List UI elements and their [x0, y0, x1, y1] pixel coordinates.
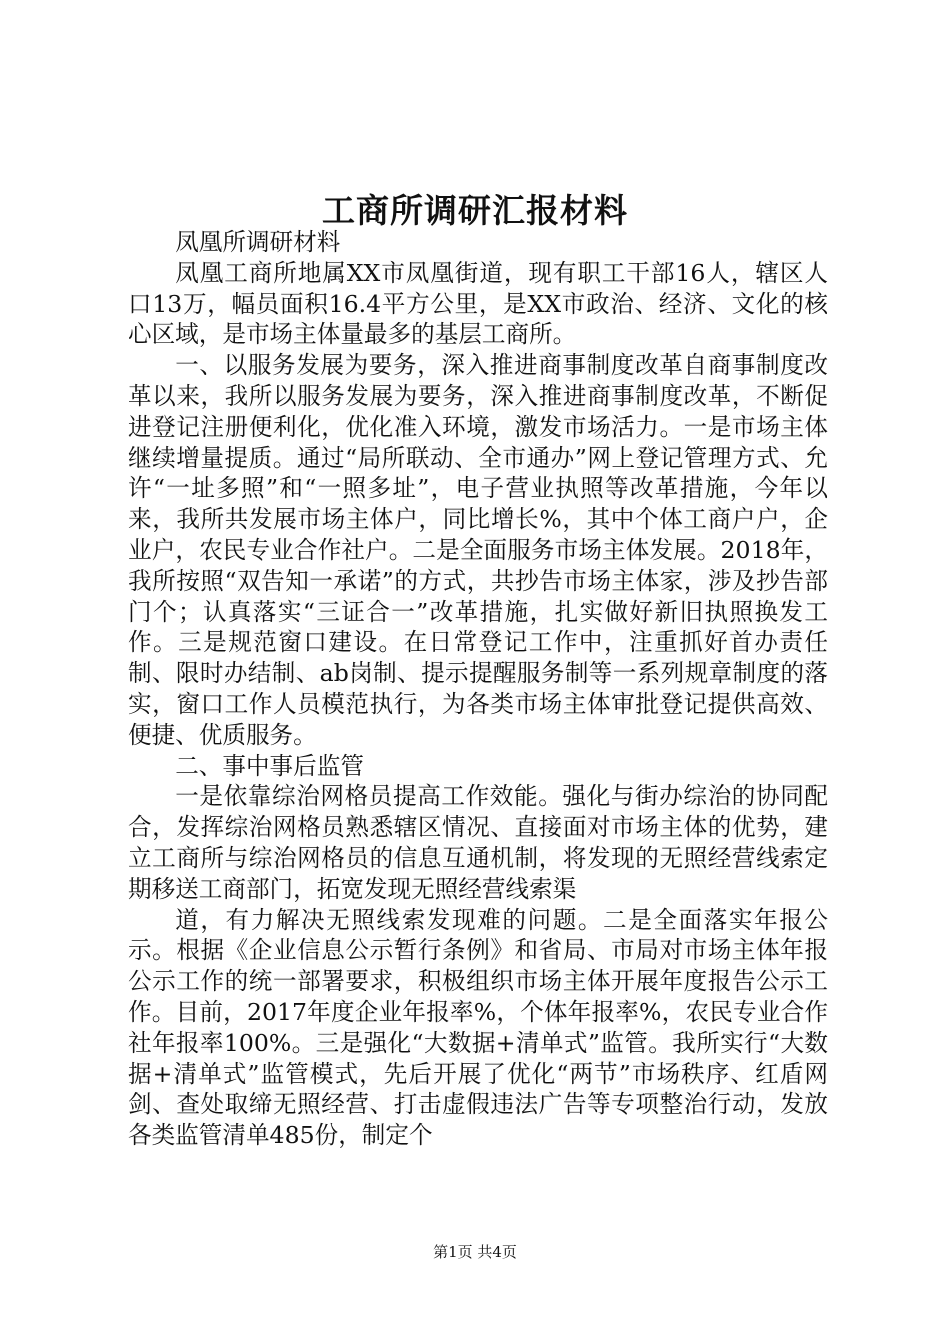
paragraph-intro: 凤凰工商所地属XX市凤凰街道，现有职工干部16人，辖区人口13万，幅员面积16.4平方公里，是XX市政治、经济、文化的核心区域，是市场主体量最多的基层工商所。	[128, 258, 828, 349]
paragraph-annual-report: 道，有力解决无照线索发现难的问题。二是全面落实年报公示。根据《企业信息公示暂行条例》和省局、市局对市场主体年报公示工作的统一部署要求，积极组织市场主体开展年度报告公示工作。目前，2017年度企业年报率%，个体年报率%，农民专业合作社年报率100%。三是强化“大数据+清单式”监管。我所实行“大数据+清单式”监管模式，先后开展了优化“两节”市场秩序、红盾网剑、查处取缔无照经营、打击虚假违法广告等专项整治行动，发放各类监管清单485份，制定个	[128, 905, 828, 1150]
page-title: 工商所调研汇报材料	[322, 191, 628, 230]
paragraph-section-one: 一、以服务发展为要务，深入推进商事制度改革自商事制度改革以来，我所以服务发展为要务，深入推进商事制度改革，不断促进登记注册便利化，优化准入环境，激发市场活力。一是市场主体继续增量提质。通过“局所联动、全市通办”网上登记管理方式、允许“一址多照”和“一照多址”，电子营业执照等改革措施，今年以来，我所共发展市场主体户，同比增长%，其中个体工商户户，企业户，农民专业合作社户。二是全面服务市场主体发展。2018年，我所按照“双告知一承诺”的方式，共抄告市场主体家，涉及抄告部门个；认真落实“三证合一”改革措施，扎实做好新旧执照换发工作。三是规范窗口建设。在日常登记工作中，注重抓好首办责任制、限时办结制、ab岗制、提示提醒服务制等一系列规章制度的落实，窗口工作人员模范执行，为各类市场主体审批登记提供高效、便捷、优质服务。	[128, 351, 828, 749]
paragraph-subtitle: 凤凰所调研材料	[175, 228, 341, 256]
document-body	[128, 227, 828, 1151]
page-number-footer: 第1页 共4页	[433, 1243, 517, 1261]
paragraph-grid-supervision: 一是依靠综治网格员提高工作效能。强化与街办综治的协同配合，发挥综治网格员熟悉辖区情况、直接面对市场主体的优势，建立工商所与综治网格员的信息互通机制，将发现的无照经营线索定期移送工商部门，拓宽发现无照经营线索渠	[128, 782, 828, 903]
paragraph-section-two-heading: 二、事中事后监管	[175, 751, 364, 780]
